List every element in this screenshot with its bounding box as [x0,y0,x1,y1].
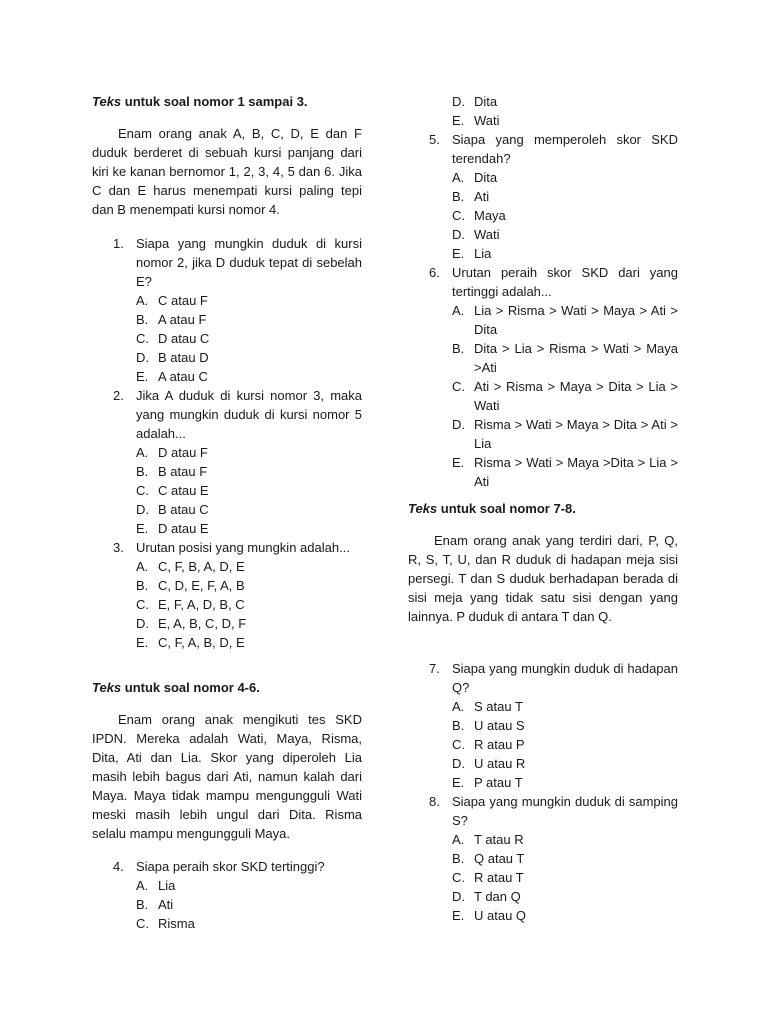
option-b: B. U atau S [452,718,525,733]
option-b: B. B atau F [136,464,208,479]
option-c: C. C atau E [136,483,209,498]
options-list [452,697,678,792]
option-b: B. Dita > Lia > Risma > Wati > Maya >Ati [452,341,678,375]
option-a: A. Lia > Risma > Wati > Maya > Ati > Dita [452,303,678,337]
question-4 [92,857,362,933]
option-e: E. Lia [452,246,492,261]
option-c: C. Ati > Risma > Maya > Dita > Lia > Wati [452,379,678,413]
option-a: A. C atau F [136,293,208,308]
question-text: Siapa yang mungkin duduk di kursi nomor 2, jika D duduk tepat di sebelah E? [136,236,362,289]
options-list [452,301,678,491]
question-4-options-continued [452,92,678,130]
question-5 [408,130,678,263]
question-list-5-6 [408,130,678,491]
option-c: C. R atau T [452,870,524,885]
question-number: 5. [429,132,440,147]
option-e: E. Risma > Wati > Maya >Dita > Lia > Ati [452,455,678,489]
question-list-7-8 [408,659,678,925]
options-list [136,443,362,538]
option-d: D. Dita [452,94,498,109]
option-d: D. Risma > Wati > Maya > Dita > Ati > Lia [452,417,678,451]
option-d: D. E, A, B, C, D, F [136,616,247,631]
section-heading-1-3: Teks untuk soal nomor 1 sampai 3. [92,94,308,109]
passage-1-3: Enam orang anak A, B, C, D, E dan F duduk berderet di sebuah kursi panjang dari kiri ke kanan bernomor 1, 2, 3, 4, 5 dan 6. Jika C dan E harus menempati kursi paling tepi dan B menempati kursi nomor 4. [92,126,362,217]
question-number: 4. [113,859,124,874]
question-number: 6. [429,265,440,280]
question-list-1-3 [92,234,362,652]
option-d: D. B atau C [136,502,209,517]
passage-7-8: Enam orang anak yang terdiri dari, P, Q, R, S, T, U, dan R duduk di hadapan meja sisi persegi. T dan S duduk berhadapan berada di sisi meja yang tidak satu sisi dengan yang lainnya. P duduk di antara T dan Q. [408,533,678,624]
question-list-4 [92,857,362,933]
option-a: A. Dita [452,170,498,185]
question-7 [408,659,678,792]
option-e: E. C, F, A, B, D, E [136,635,245,650]
option-a: A. C, F, B, A, D, E [136,559,245,574]
options-list [452,168,678,263]
question-text: Siapa yang memperoleh skor SKD terendah? [452,132,678,166]
option-c: C. Risma [136,916,195,931]
question-number: 3. [113,540,124,555]
option-d: D. B atau D [136,350,209,365]
question-3 [92,538,362,652]
option-d: D. T dan Q [452,889,521,904]
question-number: 7. [429,661,440,676]
option-e: E. U atau Q [452,908,527,923]
option-c: C. D atau C [136,331,210,346]
question-text: Siapa peraih skor SKD tertinggi? [136,859,325,874]
section-heading-7-8: Teks untuk soal nomor 7-8. [408,501,576,516]
question-text: Jika A duduk di kursi nomor 3, maka yang mungkin duduk di kursi nomor 5 adalah... [136,388,362,441]
option-a: A. Lia [136,878,176,893]
option-e: E. D atau E [136,521,209,536]
question-text: Siapa yang mungkin duduk di samping S? [452,794,678,828]
option-c: C. E, F, A, D, B, C [136,597,245,612]
option-c: C. Maya [452,208,506,223]
section-heading-4-6: Teks untuk soal nomor 4-6. [92,680,260,695]
option-b: B. C, D, E, F, A, B [136,578,245,593]
question-2 [92,386,362,538]
question-8 [408,792,678,925]
question-text: Urutan peraih skor SKD dari yang tertinggi adalah... [452,265,678,299]
option-e: E. A atau C [136,369,208,384]
option-b: B. Ati [452,189,490,204]
question-text: Siapa yang mungkin duduk di hadapan Q? [452,661,678,695]
option-b: B. A atau F [136,312,207,327]
options-list [136,557,362,652]
question-number: 8. [429,794,440,809]
option-c: C. R atau P [452,737,525,752]
option-d: D. U atau R [452,756,526,771]
question-text: Urutan posisi yang mungkin adalah... [136,540,350,555]
options-list [136,876,362,933]
option-a: A. D atau F [136,445,208,460]
options-list [452,830,678,925]
option-d: D. Wati [452,227,500,242]
question-6 [408,263,678,491]
option-e: E. P atau T [452,775,523,790]
option-a: A. T atau R [452,832,524,847]
option-a: A. S atau T [452,699,523,714]
option-b: B. Q atau T [452,851,525,866]
options-list [136,291,362,386]
question-number: 1. [113,236,124,251]
question-number: 2. [113,388,124,403]
question-1 [92,234,362,386]
option-b: B. Ati [136,897,174,912]
option-e: E. Wati [452,113,500,128]
passage-4-6: Enam orang anak mengikuti tes SKD IPDN. Mereka adalah Wati, Maya, Risma, Dita, Ati dan Lia. Skor yang diperoleh Lia masih lebih bagus dari Ati, namun kalah dari Maya. Maya tidak mampu mengungguli Wati meski masih lebih ungul dari Dita. Risma selalu mampu mengungguli Maya. [92,712,362,841]
